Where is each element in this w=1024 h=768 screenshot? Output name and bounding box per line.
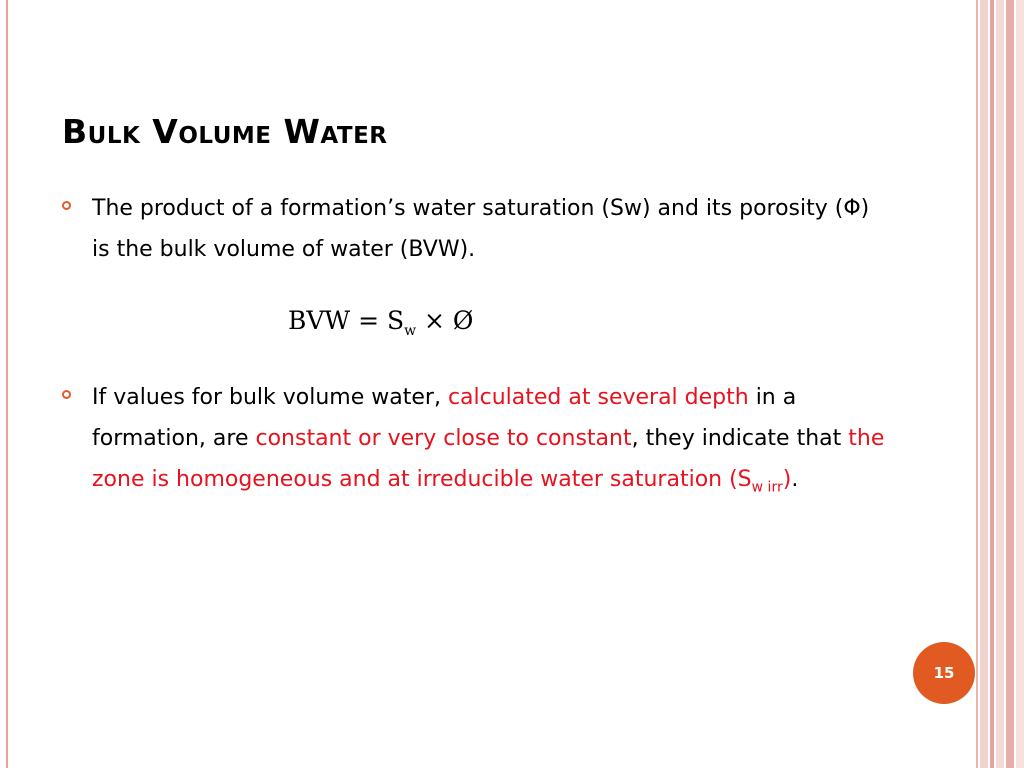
formula-lhs: BVW = S bbox=[288, 306, 405, 335]
stripe bbox=[980, 0, 988, 768]
bullet-item-interpretation bbox=[62, 377, 892, 508]
stripe bbox=[1006, 0, 1014, 768]
text-segment: in a formation, are bbox=[92, 385, 797, 451]
highlight-text: calculated at several depth bbox=[447, 385, 749, 410]
bullet-text: The product of a formation’s water saturation (Sw) and its porosity (Φ) is the bulk volume of water (BVW). bbox=[92, 196, 870, 262]
bullet-ring-icon bbox=[62, 201, 71, 210]
stripe bbox=[1016, 0, 1024, 768]
bullet-text bbox=[92, 377, 892, 508]
bvw-formula bbox=[288, 306, 473, 339]
highlight-subscript: w irr bbox=[751, 479, 783, 496]
stripe bbox=[996, 0, 1004, 768]
text-segment: . bbox=[791, 467, 799, 492]
bullet-item-definition bbox=[62, 188, 892, 270]
text-segment: , they indicate that bbox=[631, 426, 849, 451]
slide-title: Bulk Volume Water bbox=[62, 112, 388, 151]
highlight-text: constant or very close to constant bbox=[255, 426, 632, 451]
highlight-text: ) bbox=[782, 467, 792, 492]
left-border-line bbox=[6, 0, 8, 768]
bullet-ring-icon bbox=[62, 390, 71, 399]
formula-subscript: w bbox=[404, 323, 417, 339]
text-segment: If values for bulk volume water, bbox=[92, 385, 448, 410]
page-number-badge: 15 bbox=[913, 642, 975, 704]
formula-rhs: × Ø bbox=[416, 306, 474, 335]
stripe bbox=[976, 0, 978, 768]
highlight-text: the zone is homogeneous and at irreducible water saturation (S bbox=[92, 426, 885, 492]
right-decorative-stripes bbox=[972, 0, 1024, 768]
stripe bbox=[990, 0, 994, 768]
